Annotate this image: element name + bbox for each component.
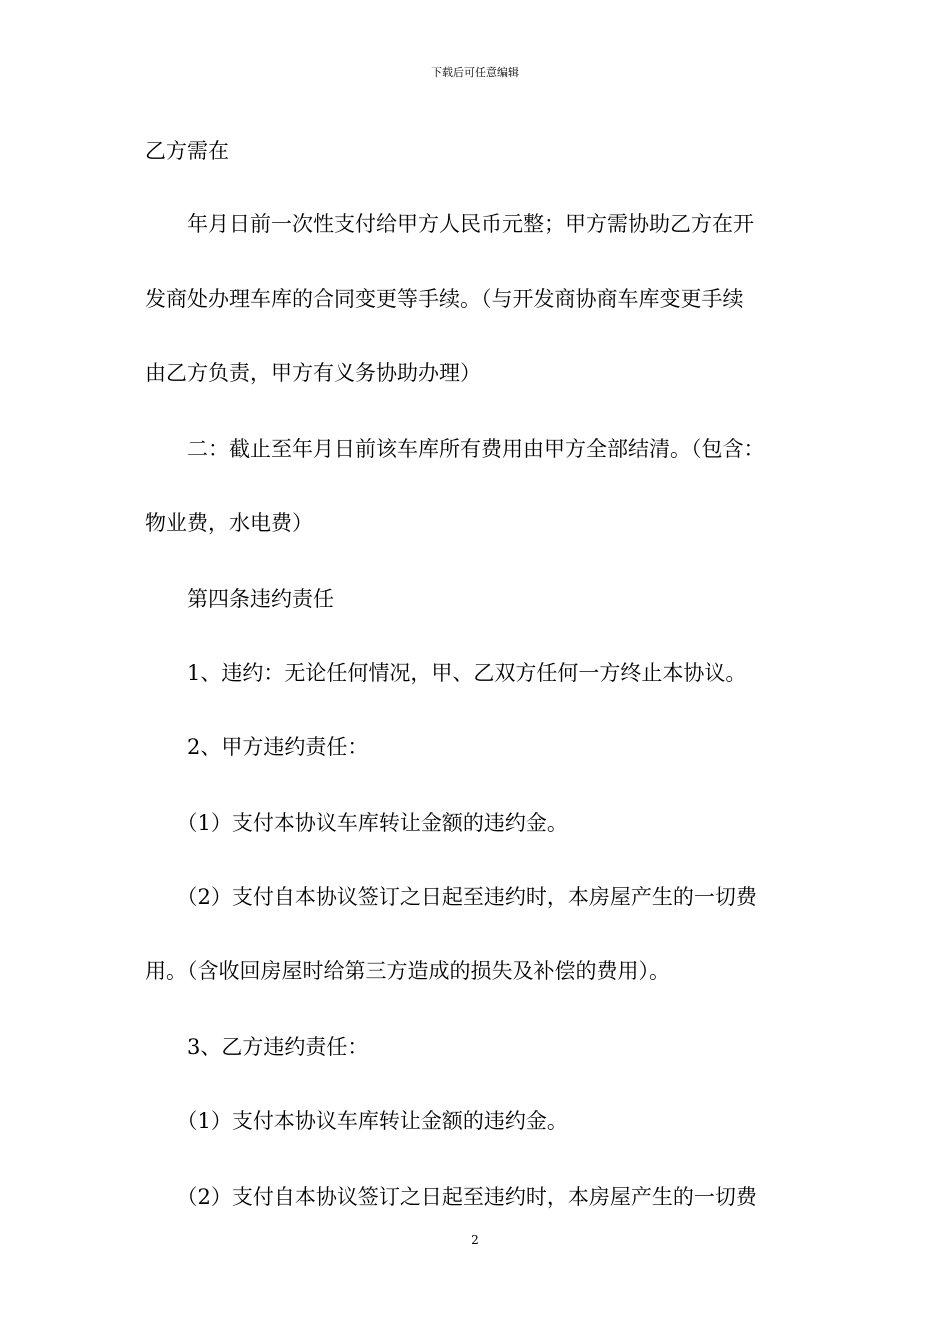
body-line: 发商处办理车库的合同变更等手续。（与开发商协商车库变更手续 <box>145 287 744 311</box>
page-number: 2 <box>471 1233 479 1247</box>
body-line: 乙方需在 <box>145 139 229 163</box>
page-header: 下载后可任意编辑 <box>431 66 519 79</box>
body-line: 二：截止至年月日前该车库所有费用由甲方全部结清。（包含： <box>145 437 765 461</box>
body-line: 物业费，水电费） <box>145 511 313 535</box>
body-line: 由乙方负责，甲方有义务协助办理） <box>145 361 481 385</box>
body-line: 用。（含收回房屋时给第三方造成的损失及补偿的费用）。 <box>145 959 670 983</box>
body-line: 年月日前一次性支付给甲方人民币元整；甲方需协助乙方在开 <box>145 212 754 236</box>
body-line: （2）支付自本协议签订之日起至违约时，本房屋产生的一切费 <box>145 1185 757 1209</box>
body-line: 2、甲方违约责任： <box>145 735 369 759</box>
body-line: （1）支付本协议车库转让金额的违约金。 <box>145 1109 568 1133</box>
section-heading: 第四条违约责任 <box>145 587 334 611</box>
body-line: （2）支付自本协议签订之日起至违约时，本房屋产生的一切费 <box>145 885 757 909</box>
body-line: 1、违约：无论任何情况，甲、乙双方任何一方终止本协议。 <box>145 661 747 685</box>
body-line: 3、乙方违约责任： <box>145 1035 369 1059</box>
body-line: （1）支付本协议车库转让金额的违约金。 <box>145 811 568 835</box>
